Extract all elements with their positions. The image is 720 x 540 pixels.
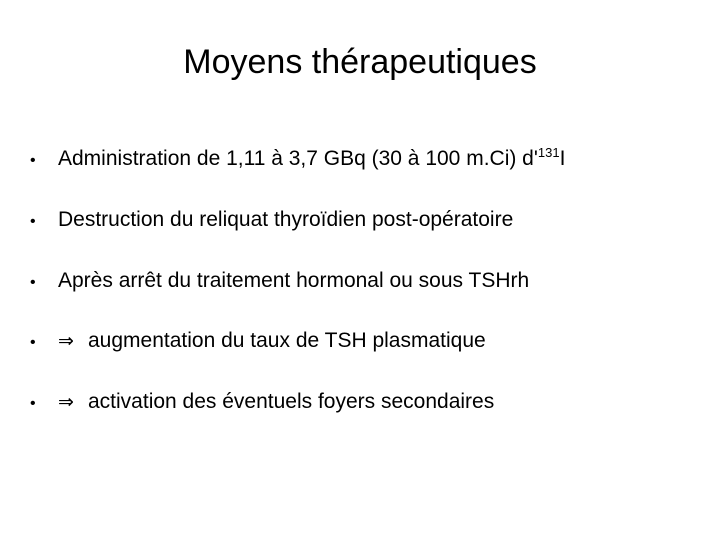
bullet-text: Après arrêt du traitement hormonal ou sous TSHrh (58, 269, 530, 292)
bullet-dot-icon: • (30, 274, 36, 291)
bullet-item (30, 325, 486, 357)
bullet-dot-icon: • (30, 213, 36, 230)
bullet-text: Destruction du reliquat thyroïdien post-opératoire (58, 208, 514, 231)
bullet-text: augmentation du taux de TSH plasmatique (88, 329, 486, 352)
bullet-item (30, 143, 565, 175)
bullet-dot-icon: • (30, 152, 36, 169)
slide-title: Moyens thérapeutiques (183, 43, 537, 81)
bullet-dot-icon: • (30, 334, 36, 351)
implies-arrow-icon: ⇒ (58, 391, 74, 413)
isotope-superscript: 131 (537, 145, 560, 160)
bullet-item (30, 265, 529, 297)
bullet-item (30, 386, 494, 418)
isotope-symbol: I (559, 147, 566, 170)
bullet-dot-icon: • (30, 395, 36, 412)
bullet-text: Administration de 1,11 à 3,7 GBq (30 à 100 m.Ci) d' (58, 147, 538, 170)
implies-arrow-icon: ⇒ (58, 330, 74, 352)
bullet-text: activation des éventuels foyers secondaires (88, 390, 495, 413)
bullet-item (30, 204, 513, 236)
